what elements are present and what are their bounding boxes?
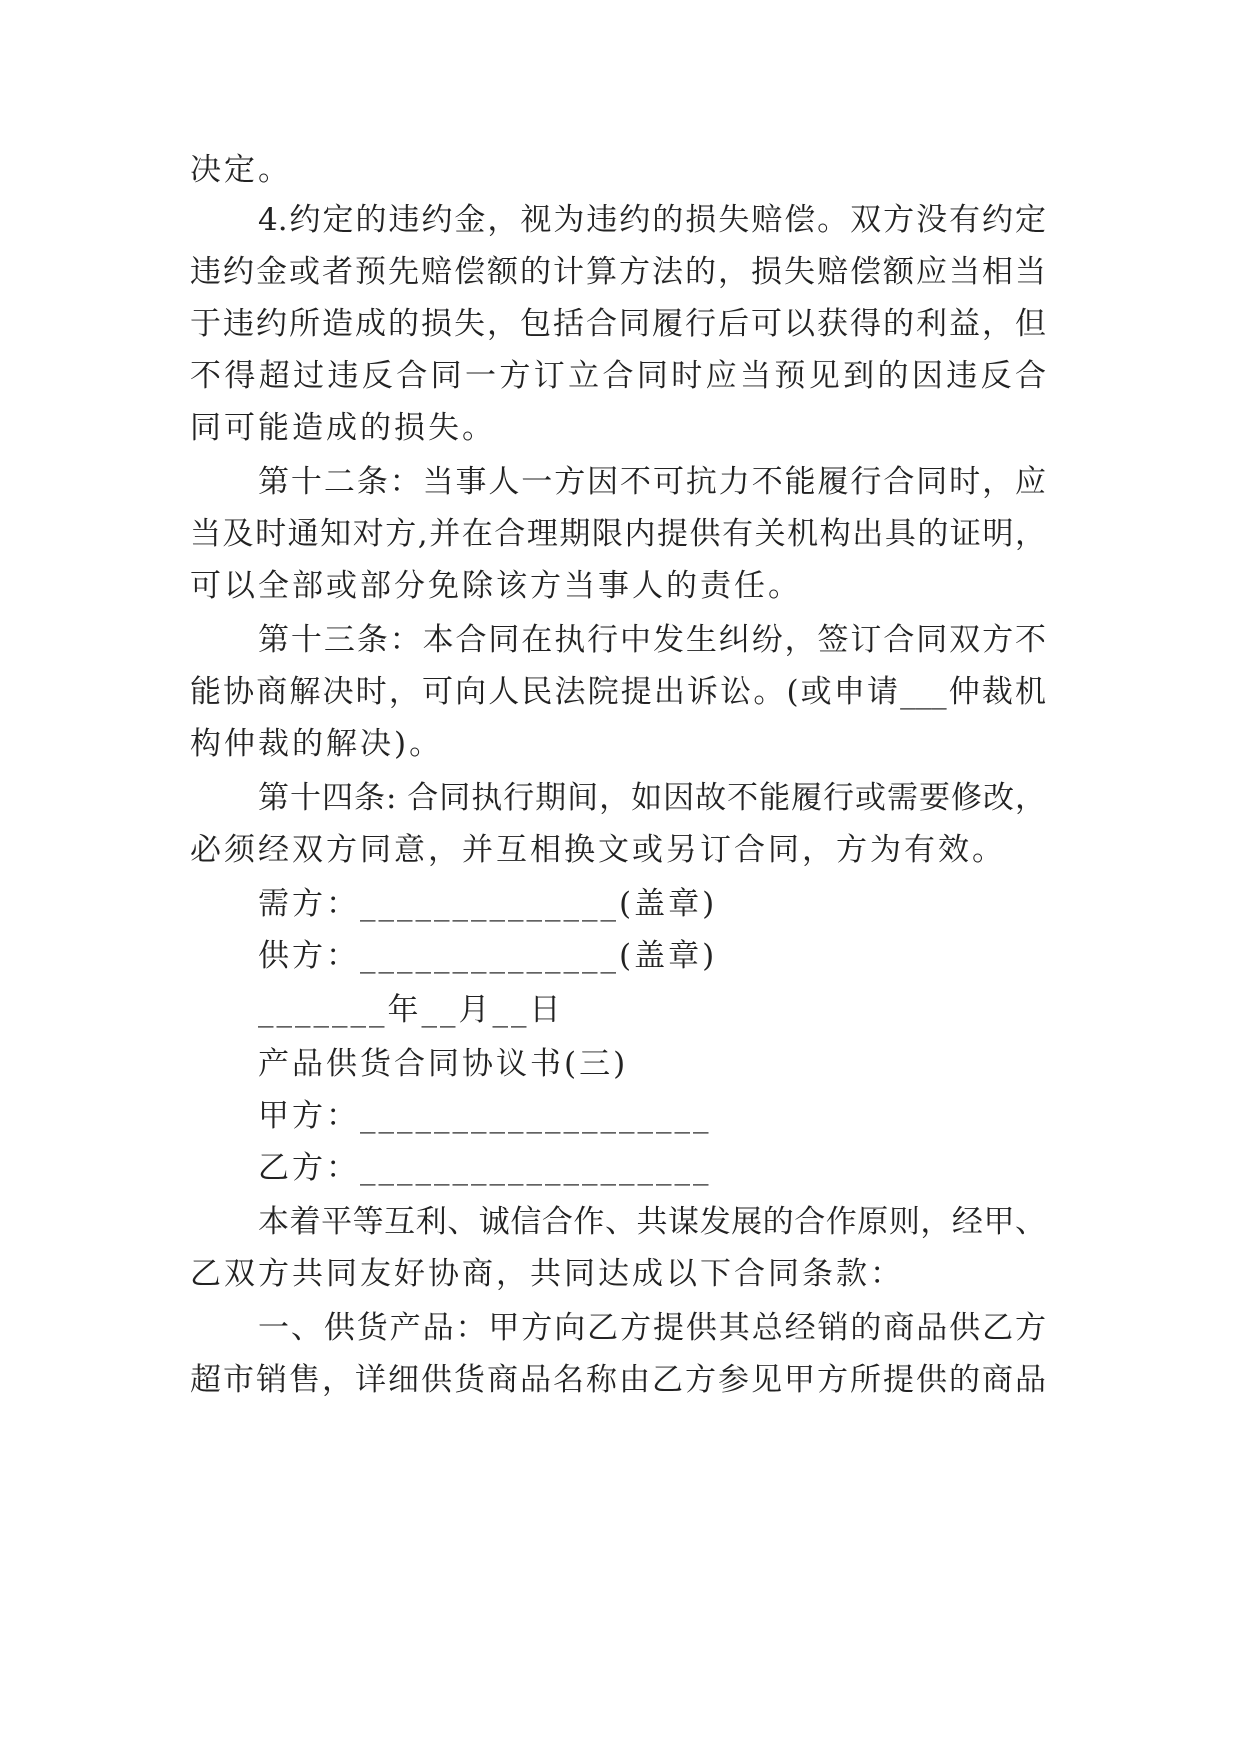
text-line: 本着平等互利、诚信合作、共谋发展的合作原则，经甲、: [258, 1204, 1046, 1240]
text-line: 可以全部或部分免除该方当事人的责任。: [190, 568, 802, 604]
text-line: 乙双方共同友好协商，共同达成以下合同条款：: [190, 1256, 904, 1292]
section-title: 产品供货合同协议书(三): [258, 1046, 629, 1082]
signature-line-supplier: 供方：______________(盖章): [258, 938, 718, 974]
party-a-line: 甲方：___________________: [258, 1098, 712, 1134]
text-line: 不得超过违反合同一方订立合同时应当预见到的因违反合: [190, 358, 1046, 394]
text-line: 超市销售，详细供货商品名称由乙方参见甲方所提供的商品: [190, 1362, 1046, 1398]
signature-line-buyer: 需方：______________(盖章): [258, 886, 718, 922]
text-line: 必须经双方同意，并互相换文或另订合同，方为有效。: [190, 832, 1006, 868]
text-line: 构仲裁的解决)。: [190, 726, 444, 762]
text-line: 决定。: [190, 152, 292, 188]
text-line: 第十三条：本合同在执行中发生纠纷，签订合同双方不: [258, 622, 1046, 658]
date-line: _______年__月__日: [258, 992, 564, 1028]
text-line: 第十二条：当事人一方因不可抗力不能履行合同时，应: [258, 464, 1046, 500]
text-line: 4.约定的违约金，视为违约的损失赔偿。双方没有约定: [258, 202, 1046, 238]
text-line: 违约金或者预先赔偿额的计算方法的，损失赔偿额应当相当: [190, 254, 1046, 290]
text-line: 同可能造成的损失。: [190, 410, 496, 446]
text-line: 第十四条: 合同执行期间，如因故不能履行或需要修改，: [258, 780, 1046, 816]
party-b-line: 乙方：___________________: [258, 1150, 712, 1186]
text-line: 能协商解决时，可向人民法院提出诉讼。(或申请___仲裁机: [190, 674, 1046, 710]
text-line: 当及时通知对方,并在合理期限内提供有关机构出具的证明，: [190, 516, 1046, 552]
text-line: 一、供货产品：甲方向乙方提供其总经销的商品供乙方: [258, 1310, 1046, 1346]
text-line: 于违约所造成的损失，包括合同履行后可以获得的利益，但: [190, 306, 1046, 342]
